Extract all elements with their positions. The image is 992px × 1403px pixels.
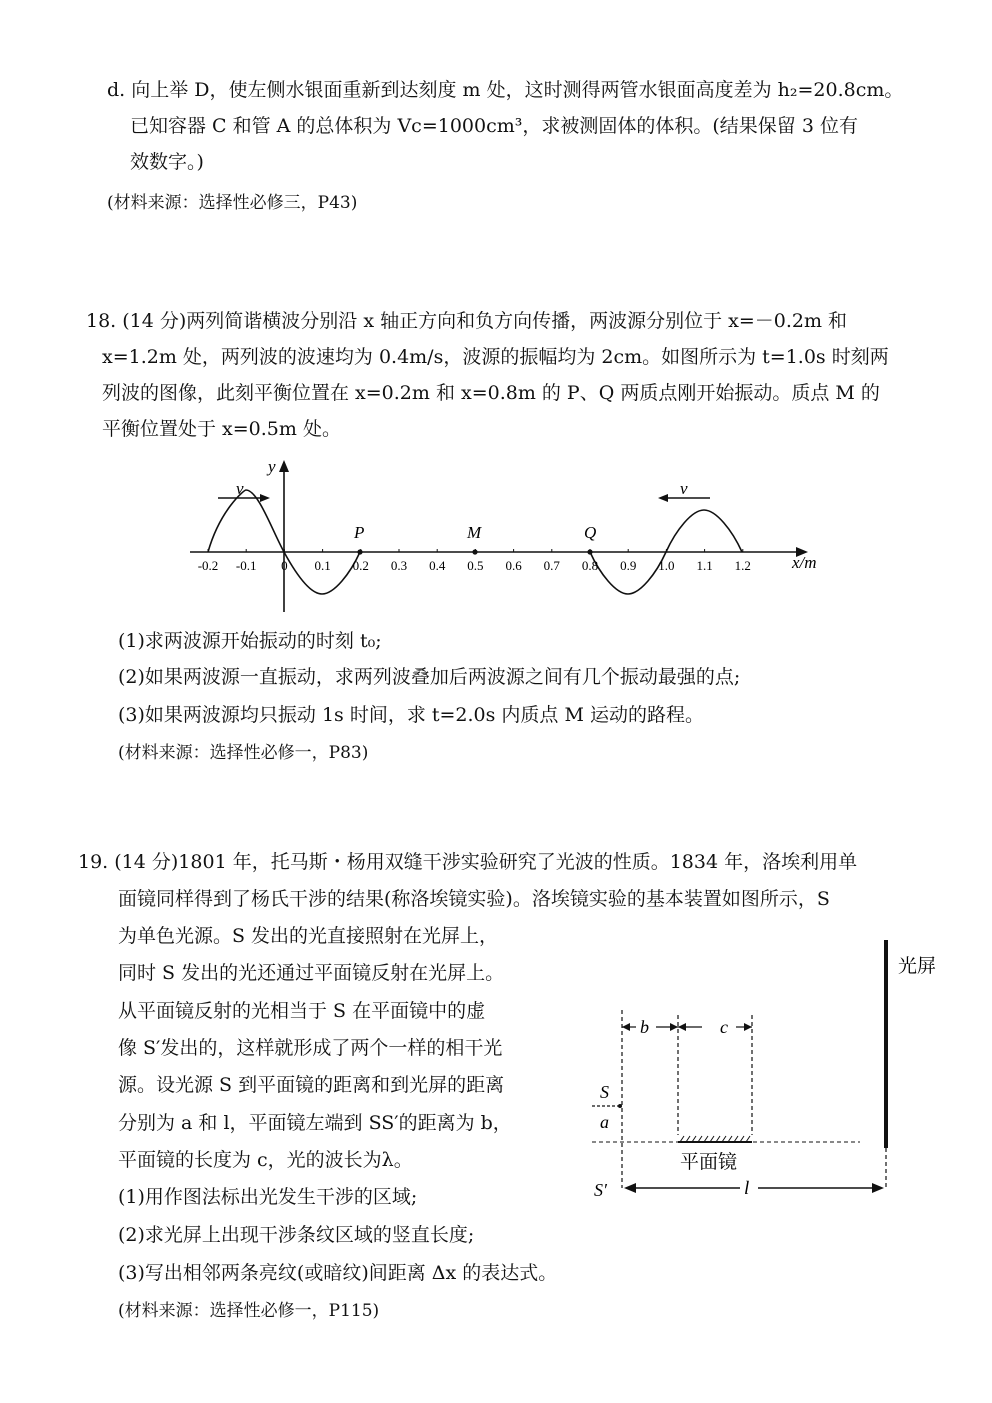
y-axis-label: y (268, 457, 276, 476)
label-S: S (600, 1082, 609, 1102)
q18-line4: 平衡位置处于 x=0.5m 处。 (102, 418, 341, 440)
part-d-line3: 效数字。) (130, 151, 204, 173)
q19-line8: 分别为 a 和 l，平面镜左端到 SS′的距离为 b， (118, 1112, 512, 1134)
q19-line9: 平面镜的长度为 c，光的波长为λ。 (118, 1149, 413, 1171)
label-b: b (640, 1017, 649, 1037)
q19-line1: 19. (14 分)1801 年，托马斯・杨用双缝干涉实验研究了光波的性质。1834 年，洛埃利用单 (78, 851, 858, 873)
label-S-prime: S′ (594, 1180, 607, 1200)
q18-line1: 18. (14 分)两列简谐横波分别沿 x 轴正方向和负方向传播，两波源分别位于 x=－0.2m 和 (86, 310, 848, 332)
point-P (357, 549, 362, 554)
q19-line7: 源。设光源 S 到平面镜的距离和到光屏的距离 (118, 1074, 505, 1096)
x-tick-label: 0.4 (429, 558, 446, 573)
x-axis-label: x/m (792, 553, 817, 572)
q18-sub2: (2)如果两波源一直振动，求两列波叠加后两波源之间有几个振动最强的点; (118, 666, 741, 688)
x-tick-label: -0.2 (197, 558, 219, 573)
q19-line4: 同时 S 发出的光还通过平面镜反射在光屏上。 (118, 962, 505, 984)
x-tick-label: 0.6 (505, 558, 522, 573)
light-screen-label: 光屏 (898, 956, 937, 977)
x-tick-label: 0 (281, 558, 288, 573)
label-a: a (600, 1112, 609, 1132)
x-tick-label: 0.9 (620, 558, 637, 573)
x-tick-label: 1.1 (696, 558, 713, 573)
x-tick-label: 0.3 (390, 558, 408, 573)
point-M-label: M (467, 523, 482, 542)
q19-sub3: (3)写出相邻两条亮纹(或暗纹)间距离 Δx 的表达式。 (118, 1262, 558, 1284)
q19-line6: 像 S′发出的，这样就形成了两个一样的相干光 (118, 1037, 503, 1059)
v-left-arrow (260, 494, 270, 502)
wave-figure (180, 450, 840, 620)
y-axis-arrow (279, 460, 289, 472)
x-tick-label: 0.8 (581, 558, 599, 573)
q18-sub1: (1)求两波源开始振动的时刻 t₀; (118, 630, 382, 652)
v-right-label: v (680, 479, 688, 498)
x-tick-label: 1.2 (734, 558, 751, 573)
lloyd-mirror-figure (580, 930, 960, 1230)
part-d-source: (材料来源：选择性必修三，P43) (107, 193, 358, 213)
part-d-line2: 已知容器 C 和管 A 的总体积为 Vc=1000cm³，求被测固体的体积。(结果保留 3 位有 (130, 115, 858, 137)
q18-sub3: (3)如果两波源均只振动 1s 时间，求 t=2.0s 内质点 M 运动的路程。 (118, 704, 704, 726)
q19-line2: 面镜同样得到了杨氏干涉的结果(称洛埃镜实验)。洛埃镜实验的基本装置如图所示，S (118, 888, 830, 910)
q19-sub1: (1)用作图法标出光发生干涉的区域; (118, 1186, 418, 1208)
q18-line3: 列波的图像，此刻平衡位置在 x=0.2m 和 x=0.8m 的 P、Q 两质点刚开始振动。质点 M 的 (102, 382, 880, 404)
x-tick-label: 0.2 (352, 558, 369, 573)
q19-source: (材料来源：选择性必修一，P115) (118, 1301, 380, 1321)
q19-line5: 从平面镜反射的光相当于 S 在平面镜中的虚 (118, 1000, 486, 1022)
x-tick-label: 1.0 (658, 558, 675, 573)
plane-mirror-label: 平面镜 (680, 1152, 738, 1173)
part-d-line1: d. 向上举 D，使左侧水银面重新到达刻度 m 处，这时测得两管水银面高度差为 h₂=20.8cm。 (107, 79, 904, 101)
label-c: c (720, 1017, 728, 1037)
x-tick-label: 0.5 (467, 558, 484, 573)
v-left-label: v (236, 479, 244, 498)
q19-sub2: (2)求光屏上出现干涉条纹区域的竖直长度; (118, 1224, 475, 1246)
v-right-arrow (658, 494, 668, 502)
x-tick-label: 0.7 (543, 558, 560, 573)
point-P-label: P (354, 523, 365, 542)
q18-line2: x=1.2m 处，两列波的波速均为 0.4m/s，波源的振幅均为 2cm。如图所示为 t=1.0s 时刻两 (102, 346, 889, 368)
x-tick-label: -0.1 (235, 558, 257, 573)
q18-source: (材料来源：选择性必修一，P83) (118, 743, 369, 763)
q19-line3: 为单色光源。S 发出的光直接照射在光屏上， (118, 925, 499, 947)
label-l: l (744, 1178, 750, 1199)
x-tick-label: 0.1 (314, 558, 331, 573)
point-Q-label: Q (584, 523, 597, 542)
